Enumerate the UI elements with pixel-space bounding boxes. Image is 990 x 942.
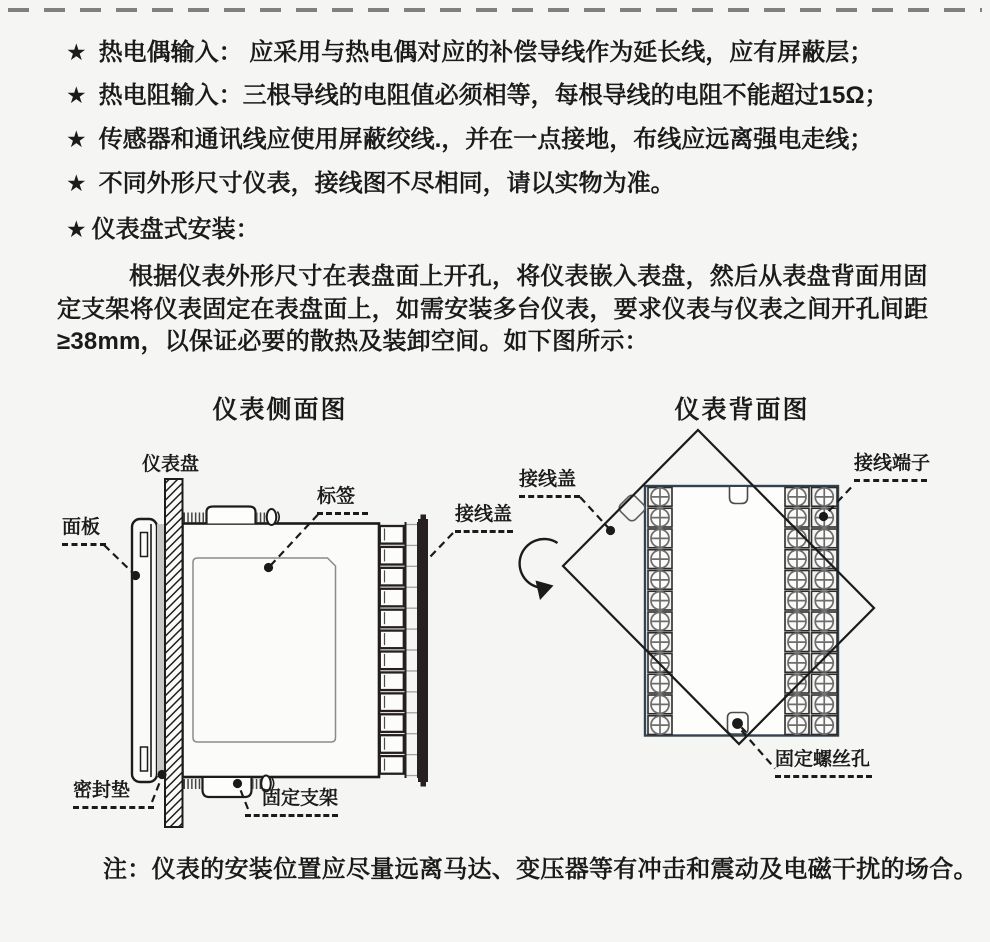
top-hanger-tab [730,487,748,504]
bullet-text: 不同外形尺寸仪表，接线图不尽相同，请以实物为准。 [98,170,675,197]
bullet-item-panel-mount [66,216,260,243]
star-icon: ★ [66,170,87,196]
star-icon: ★ [66,39,87,65]
back-view-title: 仪表背面图 [674,397,810,424]
fixing-bracket-top [207,507,256,524]
side-view-diagram [104,479,453,827]
label-terminal-block: 接线端子 [854,454,927,482]
bullet-item-sensor-wiring [66,126,873,153]
rotation-arrow [520,539,558,600]
bullet-text: 传感器和通讯线应使用屏蔽绞线.，并在一点接地，布线应远离强电走线； [98,126,874,153]
label-terminal-cover-back: 接线盖 [519,470,580,498]
label-sticker: 标签 [317,487,368,515]
seal-gasket [157,524,165,776]
label-instrument-panel: 仪表盘 [142,454,200,475]
bullet-text: 热电偶输入： 应采用与热电偶对应的补偿导线作为延长线，应有屏蔽层； [98,39,874,66]
star-icon: ★ [66,126,87,152]
bullet-text: 热电阻输入：三根导线的电阻值必须相等，每根导线的电阻不能超过15Ω； [98,82,889,109]
bullet-item-rtd [66,82,889,109]
label-terminal-cover-side: 接线盖 [455,505,513,533]
front-bezel [132,519,157,782]
bullet-item-thermocouple [66,39,873,66]
label-front-panel: 面板 [62,518,106,546]
label-fixing-bracket: 固定支架 [245,789,338,817]
side-view-title: 仪表侧面图 [212,397,348,424]
fixing-screw-hole-notch [728,713,749,735]
panel-hatch-bar [165,479,183,827]
top-dashed-divider [8,8,982,12]
star-icon: ★ [66,82,87,108]
label-sticker-rect [193,558,336,742]
terminal-strip-cells [380,526,404,774]
bullet-item-dimensions [66,170,675,197]
terminal-rungs [407,525,418,776]
label-fixing-screw-hole: 固定螺丝孔 [775,750,872,778]
star-icon: ★ [66,216,87,242]
bottom-note: 注：仪表的安装位置应尽量远离马达、变压器等有冲击和震动及电磁干扰的场合。 [103,856,978,883]
installation-paragraph: 根据仪表外形尺寸在表盘面上开孔，将仪表嵌入表盘，然后从表盘背面用固定支架将仪表固定在表盘面上，如需安装多台仪表，要求仪表与仪表之间开孔间距≥38mm，以保证必要的散热及装卸空间。如下图所示： [57,263,929,355]
bullet-text: 仪表盘式安装： [91,216,260,243]
label-seal-gasket: 密封垫 [73,781,154,809]
terminal-cover-bar [418,515,428,787]
